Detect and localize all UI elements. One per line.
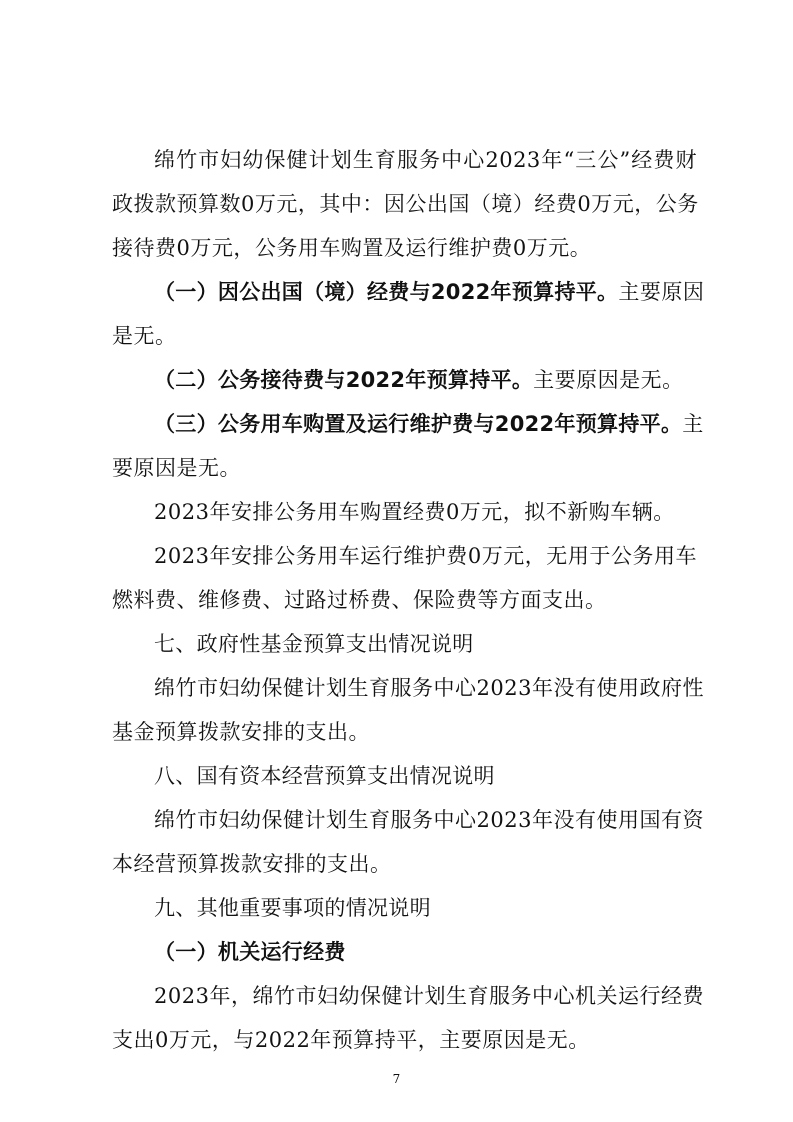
paragraph-line [154,366,684,394]
bold-subheading: （二）公务接待费与2022年预算持平。 [154,368,534,392]
paragraph-line: 基金预算拨款安排的支出。 [112,720,370,744]
paragraph-text: 主要原因是无。 [533,368,684,392]
paragraph-line: 是无。 [112,324,177,348]
paragraph-line: 绵竹市妇幼保健计划生育服务中心2023年“三公”经费财 [154,148,697,172]
paragraph-line: 2023年安排公务用车运行维护费0万元，无用于公务用车 [154,544,697,568]
paragraph-line [154,278,705,306]
paragraph-line [154,410,704,438]
paragraph-line: 本经营预算拨款安排的支出。 [112,852,392,876]
paragraph-text: 主要原因 [618,280,705,304]
paragraph-line: 燃料费、维修费、过路过桥费、保险费等方面支出。 [112,588,607,612]
section-heading: 八、国有资本经营预算支出情况说明 [154,764,495,788]
section-heading: 九、其他重要事项的情况说明 [154,896,431,920]
paragraph-line: 要原因是无。 [112,456,241,480]
paragraph-line: 2023年安排公务用车购置经费0万元，拟不新购车辆。 [154,500,675,524]
paragraph-line: 2023年，绵竹市妇幼保健计划生育服务中心机关运行经费 [154,984,704,1008]
paragraph-line: 接待费0万元，公务用车购置及运行维护费0万元。 [112,236,592,260]
page-number: 7 [392,1072,401,1086]
bold-subheading: （三）公务用车购置及运行维护费与2022年预算持平。 [154,412,683,436]
paragraph-line: 支出0万元，与2022年预算持平，主要原因是无。 [112,1028,590,1052]
paragraph-line: 绵竹市妇幼保健计划生育服务中心2023年没有使用国有资 [154,808,704,832]
subsection-heading: （一）机关运行经费 [154,940,346,964]
section-heading: 七、政府性基金预算支出情况说明 [154,632,474,656]
bold-subheading: （一）因公出国（境）经费与2022年预算持平。 [154,280,619,304]
paragraph-line: 政拨款预算数0万元，其中：因公出国（境）经费0万元，公务 [112,192,699,216]
paragraph-line: 绵竹市妇幼保健计划生育服务中心2023年没有使用政府性 [154,676,704,700]
paragraph-text: 主 [682,412,704,436]
